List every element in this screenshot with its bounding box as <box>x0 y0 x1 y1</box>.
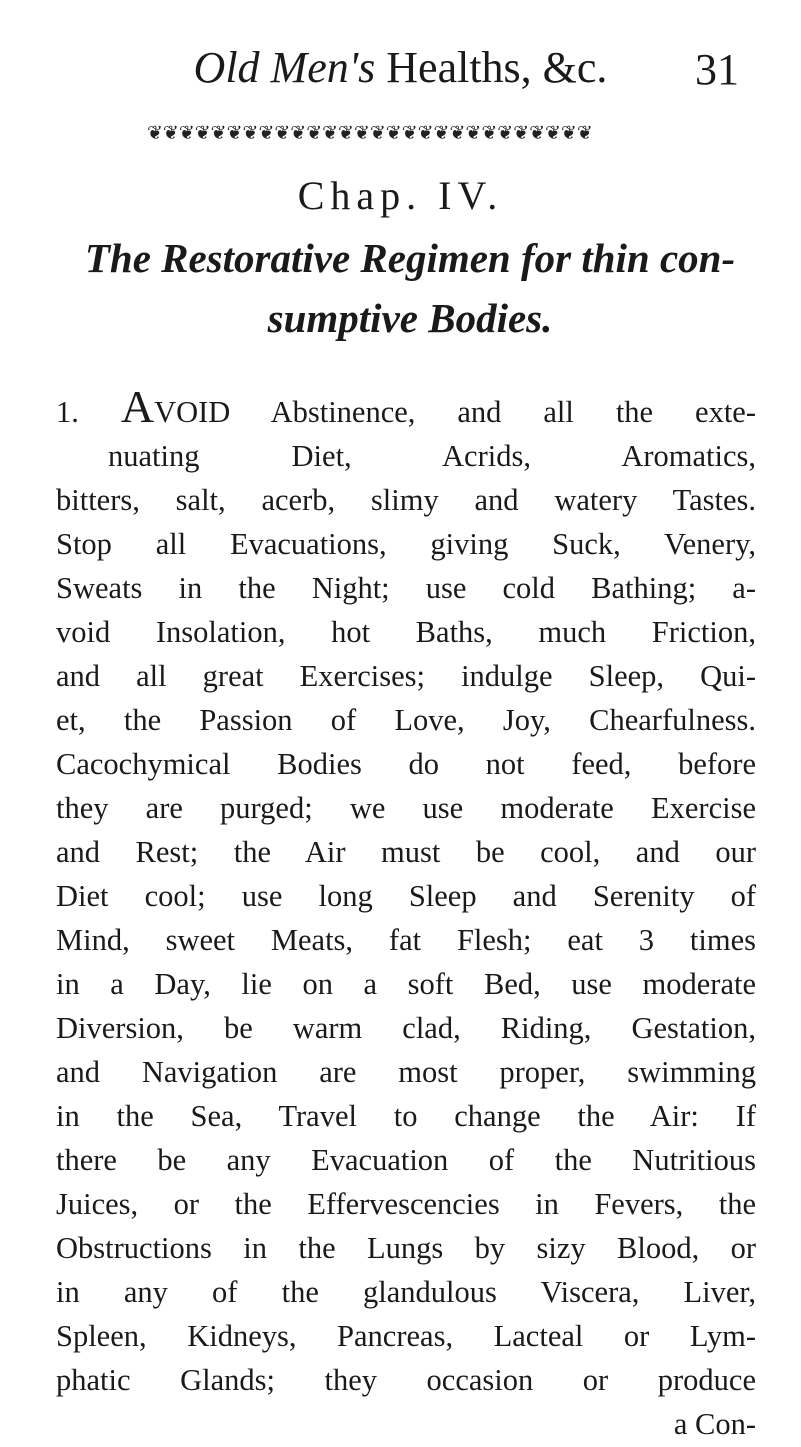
body-line: bitters, salt, acerb, slimy and watery Tastes. <box>56 483 756 517</box>
body-line: they are purged; we use moderate Exercise <box>56 791 756 825</box>
body-line: et, the Passion of Love, Joy, Chearfulness. <box>56 703 756 737</box>
body-line: phatic Glands; they occasion or produce <box>56 1363 756 1397</box>
body-line: and Rest; the Air must be cool, and our <box>56 835 756 869</box>
running-header <box>0 38 801 98</box>
chapter-heading: Chap. IV. <box>297 173 504 218</box>
body-line-text: VOID Abstinence, and all the exte- <box>154 395 757 429</box>
body-line: in any of the glandulous Viscera, Liver, <box>56 1275 756 1309</box>
chapter-title-line: sumptive Bodies. <box>267 295 553 341</box>
ornament-band: ❦❦❦❦❦❦❦❦❦❦❦❦❦❦❦❦❦❦❦❦❦❦❦❦❦❦❦❦ <box>147 122 593 144</box>
running-head-italic: Old Men's <box>193 43 376 92</box>
body-line: Spleen, Kidneys, Pancreas, Lacteal or Lym- <box>56 1319 756 1353</box>
body-line: and Navigation are most proper, swimming <box>56 1055 756 1089</box>
body-line: in the Sea, Travel to change the Air: If <box>56 1099 756 1133</box>
body-line: Obstructions in the Lungs by sizy Blood, or <box>56 1231 756 1265</box>
body-line: Cacochymical Bodies do not feed, before <box>56 747 756 781</box>
running-head-roman: Healths, &c. <box>375 43 608 92</box>
chapter-title-line: The Restorative Regimen for thin con- <box>84 235 736 281</box>
body-line: nuating Diet, Acrids, Aromatics, <box>108 439 756 473</box>
page-number: 31 <box>695 45 739 94</box>
body-line-first <box>56 381 757 434</box>
body-line: Mind, sweet Meats, fat Flesh; eat 3 times <box>56 923 756 957</box>
body-line: Stop all Evacuations, giving Suck, Venery, <box>56 527 756 561</box>
body-line: Diet cool; use long Sleep and Serenity of <box>56 879 756 913</box>
body-line: void Insolation, hot Baths, much Friction, <box>56 615 756 649</box>
paragraph-number: 1. <box>56 395 79 429</box>
catchword: a Con- <box>673 1407 756 1441</box>
body-line: there be any Evacuation of the Nutritious <box>56 1143 756 1177</box>
body-line: in a Day, lie on a soft Bed, use moderate <box>56 967 756 1001</box>
body-text <box>56 381 757 1446</box>
body-line: and all great Exercises; indulge Sleep, Qui- <box>56 659 756 693</box>
body-line: Sweats in the Night; use cold Bathing; a- <box>56 571 756 605</box>
body-line: Juices, or the Effervescencies in Fevers, the <box>56 1187 756 1221</box>
drop-capital: A <box>120 381 155 432</box>
chapter-title <box>60 228 760 348</box>
body-line: Diversion, be warm clad, Riding, Gestation, <box>56 1011 756 1045</box>
